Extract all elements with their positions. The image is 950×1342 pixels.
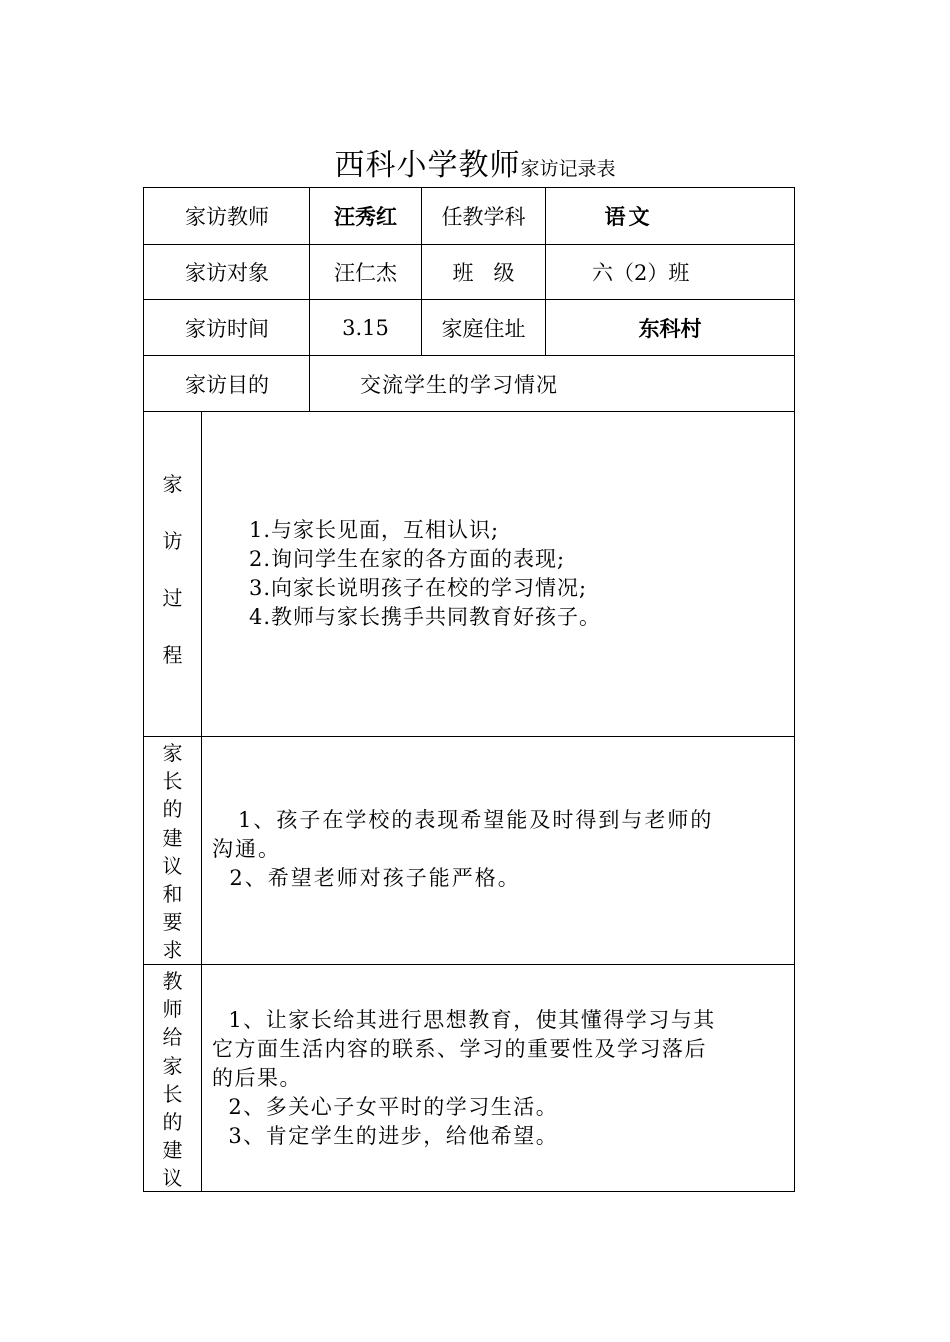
row-divider xyxy=(144,736,794,737)
teacher-label-char: 议 xyxy=(162,1166,183,1191)
process-item: 1.与家长见面，互相认识; xyxy=(249,518,500,542)
teacher-suggestion-line: 1、让家长给其进行思想教育，使其懂得学习与其 xyxy=(212,1008,716,1032)
process-label-char: 访 xyxy=(162,529,183,553)
teacher-suggestion-line: 它方面生活内容的联系、学习的重要性及学习落后 xyxy=(212,1037,707,1061)
teacher-label-char: 长 xyxy=(162,1081,183,1106)
visit-record-table xyxy=(143,187,795,1192)
purpose-value: 交流学生的学习情况 xyxy=(360,372,558,397)
process-content xyxy=(249,516,601,632)
time-value: 3.15 xyxy=(342,315,389,340)
teacher-label-char: 建 xyxy=(162,1138,183,1163)
teacher-value: 汪秀红 xyxy=(334,204,397,229)
process-label xyxy=(144,468,201,668)
address-label: 家庭住址 xyxy=(441,316,526,341)
row-divider xyxy=(144,964,794,965)
title-sub: 家访记录表 xyxy=(520,158,616,180)
teacher-label: 家访教师 xyxy=(185,205,269,229)
teacher-label-char: 教 xyxy=(162,969,183,993)
teacher-label-char: 给 xyxy=(162,1025,183,1050)
parent-label-char: 的 xyxy=(162,797,183,822)
class-value: 六（2）班 xyxy=(592,261,690,285)
process-label-char: 家 xyxy=(162,472,183,496)
teacher-suggestions-label xyxy=(144,967,201,1193)
parent-suggestions-content xyxy=(212,806,713,893)
parent-label-char: 建 xyxy=(162,825,183,850)
class-label: 班 级 xyxy=(452,261,515,285)
time-label: 家访时间 xyxy=(185,316,269,341)
parent-label-char: 长 xyxy=(162,769,183,794)
teacher-suggestion-line: 3、肯定学生的进步，给他希望。 xyxy=(212,1124,559,1148)
process-label-char: 程 xyxy=(162,643,183,667)
subject-label: 任教学科 xyxy=(441,205,526,229)
parent-label-char: 和 xyxy=(162,882,183,907)
teacher-label-char: 的 xyxy=(162,1110,183,1135)
parent-label-char: 家 xyxy=(162,741,183,765)
purpose-label: 家访目的 xyxy=(185,372,269,397)
parent-suggestion-line: 2、希望老师对孩子能严格。 xyxy=(212,866,521,890)
process-item: 2.询问学生在家的各方面的表现; xyxy=(249,547,566,571)
parent-suggestion-line: 1、孩子在学校的表现希望能及时得到与老师的 xyxy=(212,808,714,832)
parent-suggestions-label xyxy=(144,739,201,965)
teacher-suggestion-line: 2、多关心子女平时的学习生活。 xyxy=(212,1095,559,1119)
student-label: 家访对象 xyxy=(185,261,269,285)
title-main: 西科小学教师 xyxy=(334,148,521,183)
document-title xyxy=(0,140,950,184)
teacher-suggestions-content xyxy=(212,1006,716,1151)
parent-label-char: 议 xyxy=(162,853,183,878)
teacher-label-char: 家 xyxy=(162,1053,183,1078)
teacher-label-char: 师 xyxy=(162,997,183,1022)
subject-value: 语文 xyxy=(604,204,653,229)
process-item: 4.教师与家长携手共同教育好孩子。 xyxy=(249,605,602,629)
parent-label-char: 求 xyxy=(162,938,183,963)
process-item: 3.向家长说明孩子在校的学习情况; xyxy=(249,576,588,600)
row-divider xyxy=(144,411,794,412)
student-value: 汪仁杰 xyxy=(334,261,397,285)
column-divider xyxy=(201,412,202,1192)
parent-suggestion-line: 沟通。 xyxy=(212,837,281,861)
process-label-char: 过 xyxy=(162,586,183,610)
parent-label-char: 要 xyxy=(162,910,183,935)
teacher-suggestion-line: 的后果。 xyxy=(212,1066,302,1090)
address-value: 东科村 xyxy=(638,315,702,341)
